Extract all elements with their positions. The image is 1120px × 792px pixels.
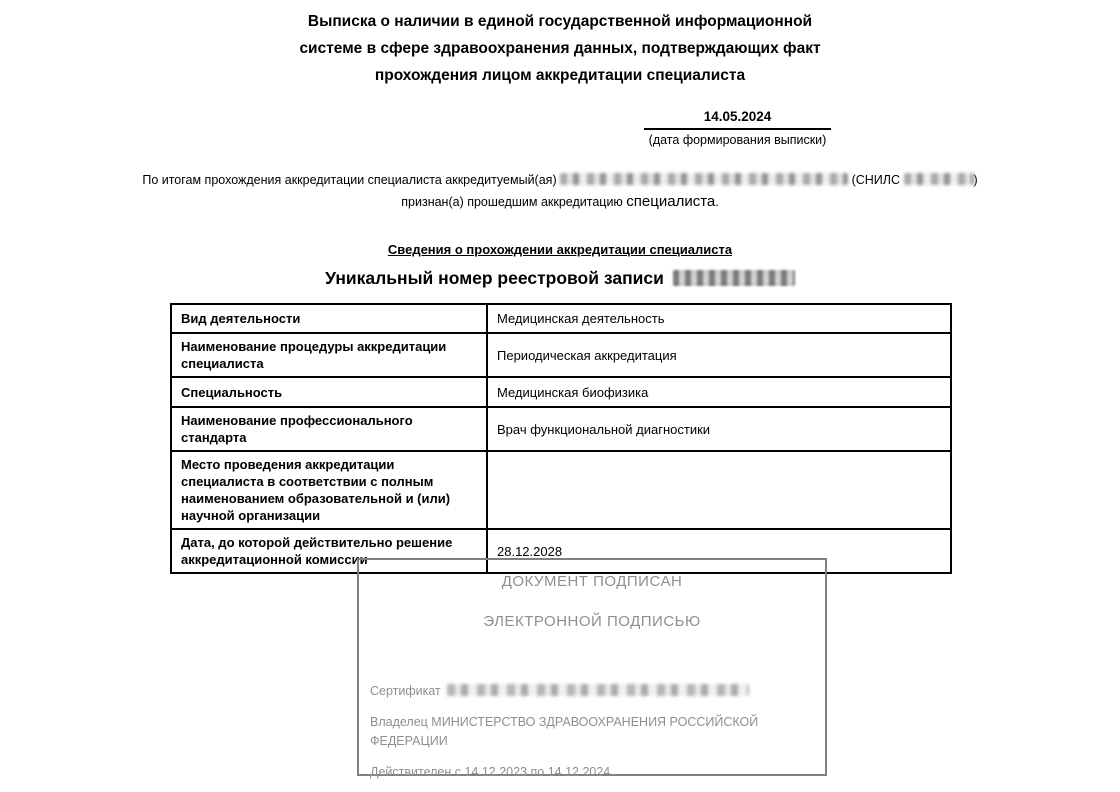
title-line: прохождения лицом аккредитации специалиста: [374, 67, 746, 84]
signature-stamp: [357, 558, 827, 779]
registry-number-line: [0, 268, 1120, 289]
table-row: [171, 304, 951, 333]
row-label: Специальность: [171, 377, 487, 407]
row-label: Место проведения аккредитации специалиста в соответствии с полным наименованием образовательной и (или) научной организации: [171, 451, 487, 529]
certificate-owner: Владелец МИНИСТЕРСТВО ЗДРАВООХРАНЕНИЯ РОССИЙСКОЙ ФЕДЕРАЦИИ: [370, 715, 759, 748]
issue-date-caption: (дата формирования выписки): [648, 133, 827, 147]
table-row: [171, 377, 951, 407]
redacted-snils: [904, 173, 974, 185]
intro-emphasis: специалиста: [626, 193, 716, 210]
redacted-registry-number: [673, 270, 795, 286]
issue-date-value: 14.05.2024: [644, 109, 831, 130]
intro-paragraph: [0, 170, 1120, 213]
signature-header-line-1: ДОКУМЕНТ ПОДПИСАН: [501, 573, 683, 590]
row-label: Наименование профессионального стандарта: [171, 407, 487, 451]
snils-label: (СНИЛС: [851, 173, 901, 187]
intro-period: .: [715, 195, 719, 209]
intro-line-2: [0, 191, 1120, 213]
section-heading: Сведения о прохождении аккредитации специалиста: [387, 242, 733, 257]
accreditation-table: [170, 303, 952, 574]
row-value: 28.12.2028: [487, 529, 951, 573]
redacted-name: [560, 173, 848, 185]
row-value: Врач функциональной диагностики: [487, 407, 951, 451]
intro-text: признан(а) прошедшим аккредитацию: [401, 195, 623, 209]
signature-header-line-2: ЭЛЕКТРОННОЙ ПОДПИСЬЮ: [483, 613, 701, 630]
intro-line-1: [0, 170, 1120, 191]
redacted-certificate-number: [447, 684, 749, 696]
intro-text: По итогам прохождения аккредитации специалиста аккредитуемый(ая): [142, 173, 557, 187]
certificate-validity: Действителен с 14.12.2023 по 14.12.2024: [370, 765, 611, 779]
row-value: Медицинская биофизика: [487, 377, 951, 407]
table-row: [171, 407, 951, 451]
row-label: Дата, до которой действительно решение аккредитационной комиссии: [171, 529, 487, 573]
row-value: [487, 451, 951, 529]
row-label: Вид деятельности: [171, 304, 487, 333]
title-line: Выписка о наличии в единой государственной информационной: [307, 13, 813, 30]
row-value: Периодическая аккредитация: [487, 333, 951, 377]
snils-close-paren: ): [973, 173, 978, 187]
table-row: [171, 451, 951, 529]
title-line: системе в сфере здравоохранения данных, подтверждающих факт: [299, 40, 821, 57]
row-label: Наименование процедуры аккредитации специалиста: [171, 333, 487, 377]
issue-date-block: [644, 109, 831, 147]
certificate-label: Сертификат: [370, 684, 441, 698]
row-value: Медицинская деятельность: [487, 304, 951, 333]
document-title: [0, 8, 1120, 89]
table-row: [171, 333, 951, 377]
registry-number-label: Уникальный номер реестровой записи: [325, 268, 664, 288]
certificate-line: [359, 682, 825, 701]
